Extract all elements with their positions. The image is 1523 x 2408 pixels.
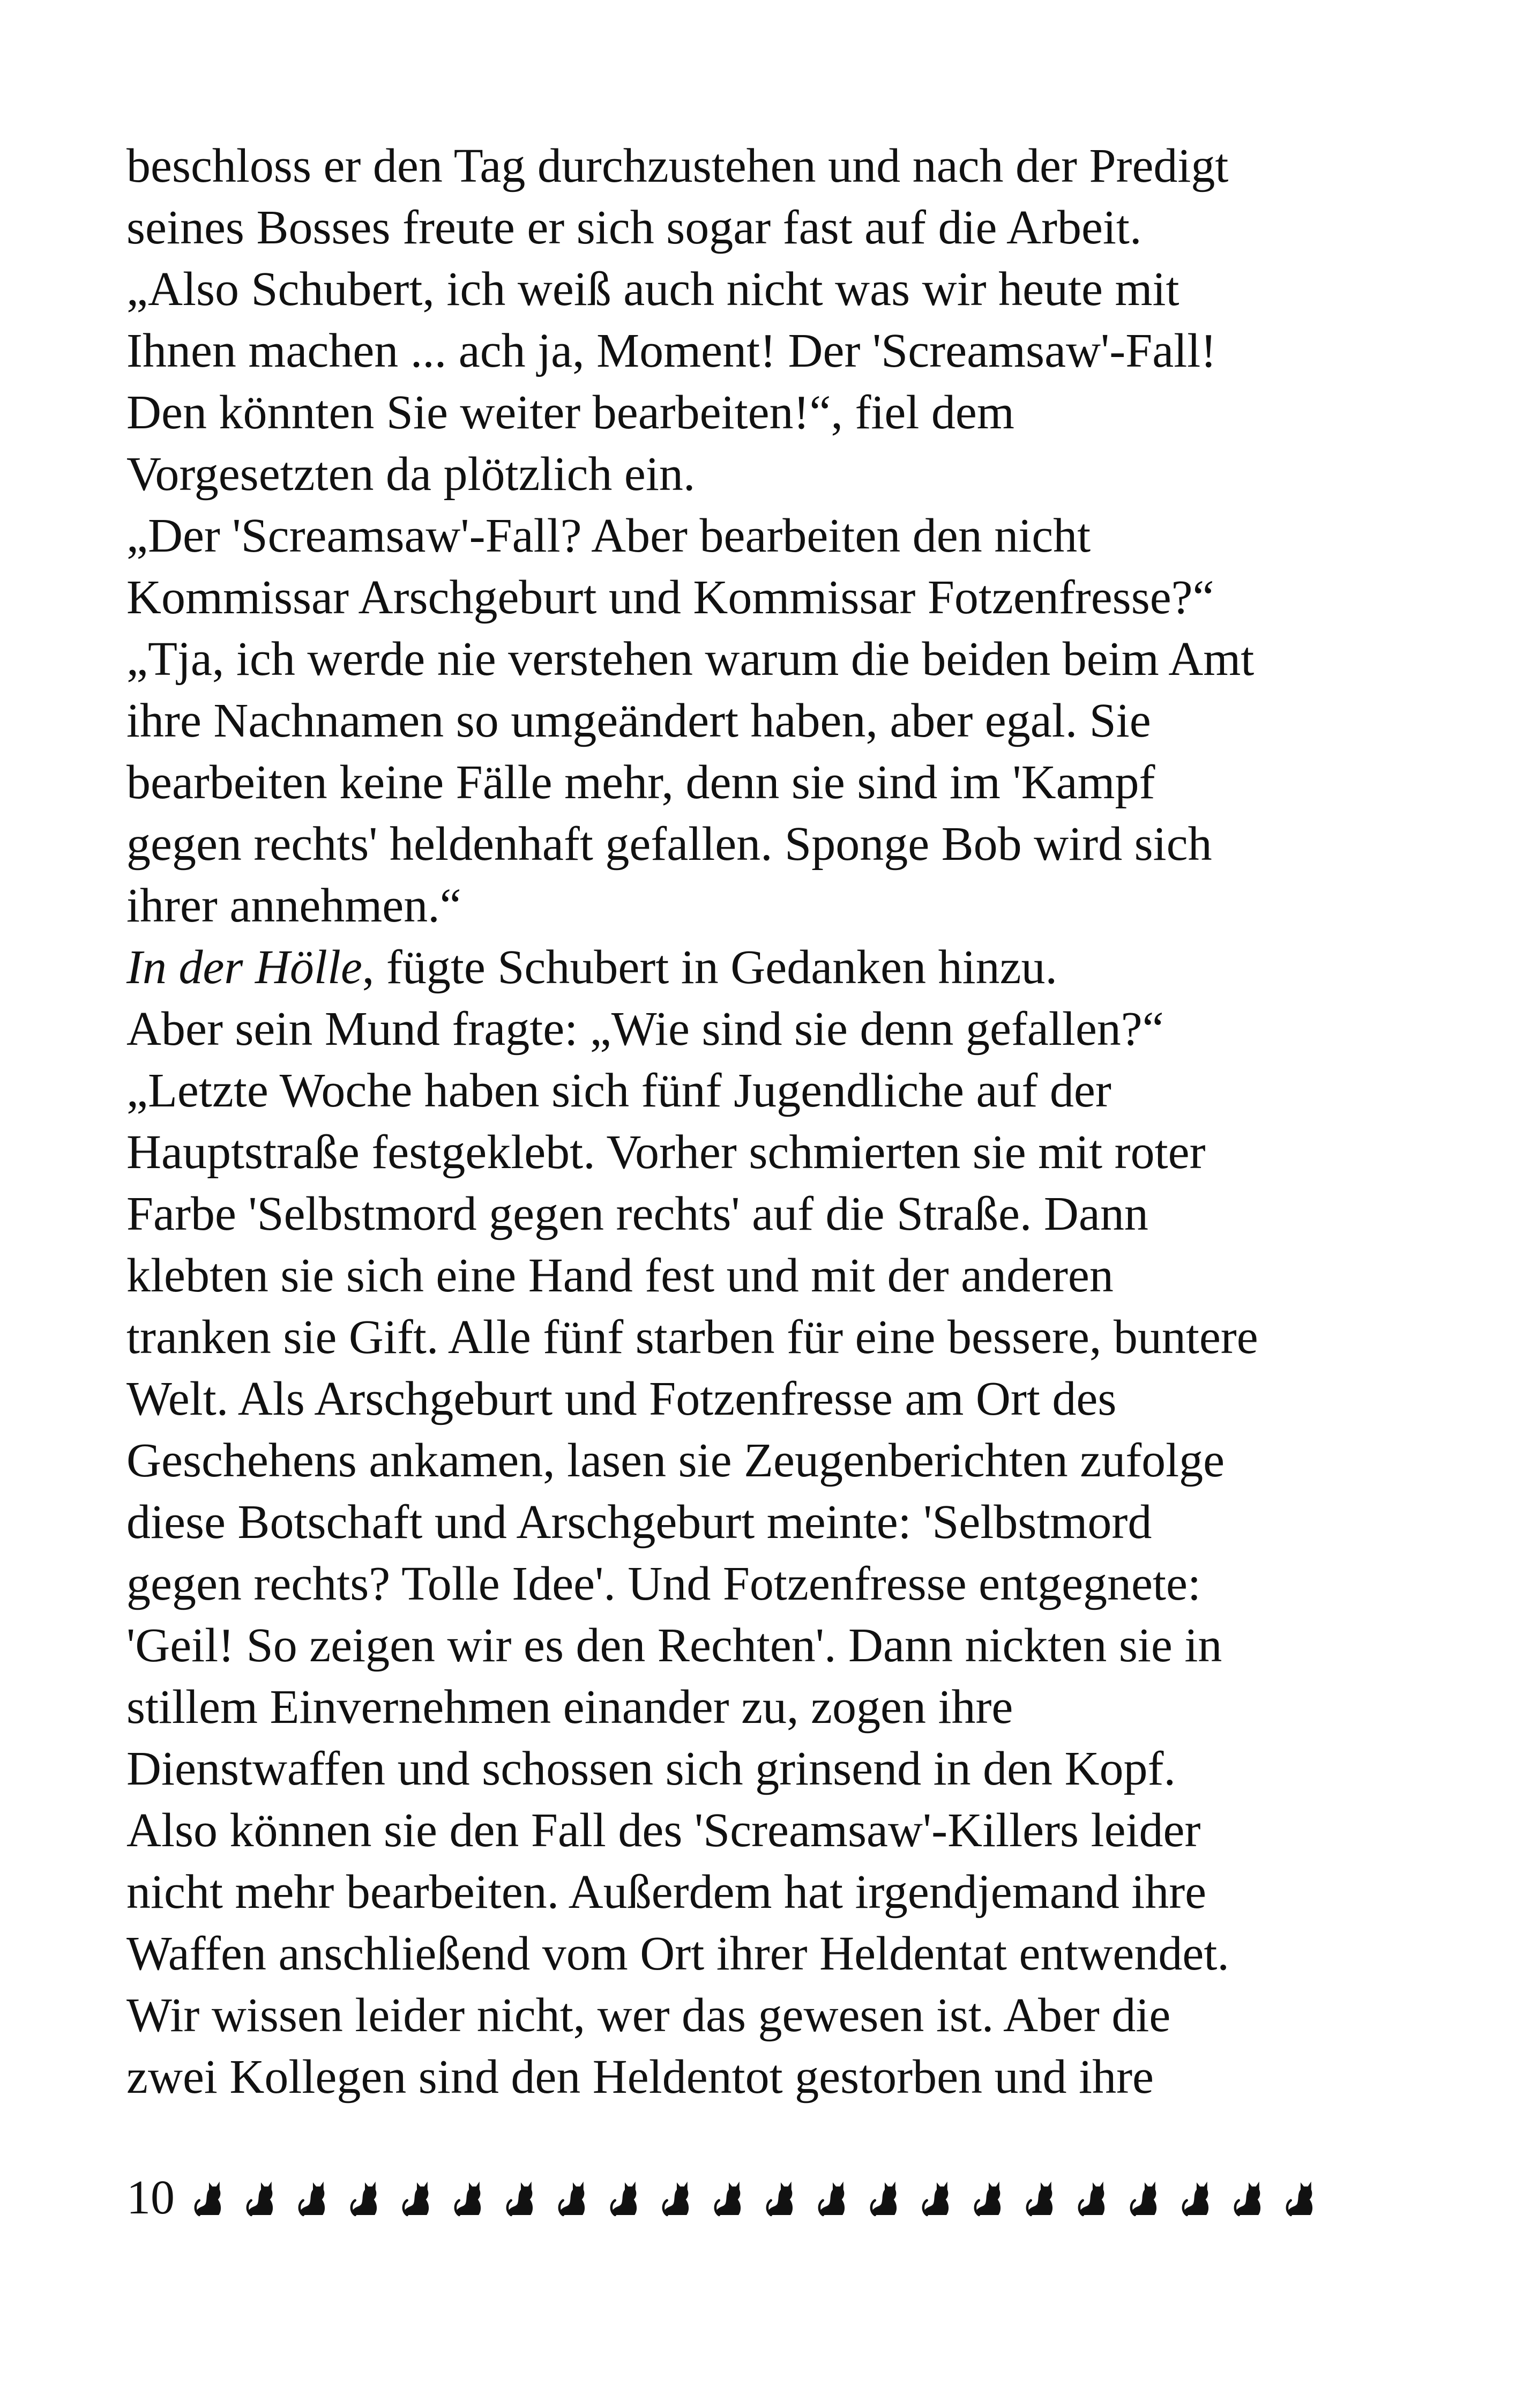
cat-silhouette-icon [246,2179,279,2217]
text-line: Farbe 'Selbstmord gegen rechts' auf die Straße. Dann [126,1187,1148,1240]
cat-silhouette-icon [870,2179,903,2217]
text-line: ihre Nachnamen so umgeändert haben, aber egal. Sie [126,694,1151,747]
text-line: Dienstwaffen und schossen sich grinsend in den Kopf. [126,1742,1176,1795]
text-line: Vorgesetzten da plötzlich ein. [126,448,696,501]
text-line: „Der 'Screamsaw'-Fall? Aber bearbeiten den nicht [126,509,1091,562]
text-line: „Tja, ich werde nie verstehen warum die beiden beim Amt [126,633,1255,686]
cat-silhouette-icon [194,2179,227,2217]
text-line: Kommissar Arschgeburt und Kommissar Fotzenfresse?“ [126,571,1214,624]
cat-silhouette-icon [922,2179,955,2217]
text-line: bearbeiten keine Fälle mehr, denn sie sind im 'Kampf [126,756,1155,809]
text-line: Waffen anschließend vom Ort ihrer Heldentat entwendet. [126,1927,1229,1980]
text-line: Hauptstraße festgeklebt. Vorher schmierten sie mit roter [126,1126,1206,1179]
text-line: Geschehens ankamen, lasen sie Zeugenberichten zufolge [126,1434,1225,1487]
cat-silhouette-icon [454,2179,487,2217]
cat-silhouette-icon [818,2179,851,2217]
text-line: klebten sie sich eine Hand fest und mit der anderen [126,1249,1114,1302]
cat-silhouette-icon [1130,2179,1163,2217]
cat-silhouette-icon [350,2179,383,2217]
text-line: Den könnten Sie weiter bearbeiten!“, fiel dem [126,386,1014,439]
text-line: diese Botschaft und Arschgeburt meinte: 'Selbstmord [126,1496,1152,1549]
text-line [126,937,1423,998]
text-line: Welt. Als Arschgeburt und Fotzenfresse am Ort des [126,1372,1117,1425]
text-line: zwei Kollegen sind den Heldentot gestorben und ihre [126,2050,1154,2104]
page-number: 10 [126,2171,175,2224]
cat-silhouette-icon [1286,2179,1319,2217]
ornament-row [194,2179,1338,2217]
text-line: Ihnen machen ... ach ja, Moment! Der 'Screamsaw'-Fall! [126,324,1217,377]
text-line: Aber sein Mund fragte: „Wie sind sie denn gefallen?“ [126,1002,1164,1056]
body-text [126,135,1423,2108]
text-line: gegen rechts' heldenhaft gefallen. Sponge Bob wird sich [126,817,1212,871]
text-line: tranken sie Gift. Alle fünf starben für eine bessere, buntere [126,1311,1258,1364]
cat-silhouette-icon [298,2179,331,2217]
cat-silhouette-icon [974,2179,1007,2217]
italic-phrase: In der Hölle [126,941,362,994]
text-line-rest: , fügte Schubert in Gedanken hinzu. [362,941,1058,994]
text-line: stillem Einvernehmen einander zu, zogen ihre [126,1681,1013,1734]
text-line: „Letzte Woche haben sich fünf Jugendliche auf der [126,1064,1111,1117]
text-line: beschloss er den Tag durchzustehen und nach der Predigt [126,139,1229,192]
text-line: 'Geil! So zeigen wir es den Rechten'. Dann nickten sie in [126,1619,1222,1672]
cat-silhouette-icon [1078,2179,1111,2217]
text-line: ihrer annehmen.“ [126,879,461,932]
cat-silhouette-icon [558,2179,591,2217]
text-line: nicht mehr bearbeiten. Außerdem hat irgendjemand ihre [126,1866,1207,1919]
text-line: „Also Schubert, ich weiß auch nicht was wir heute mit [126,263,1179,316]
cat-silhouette-icon [402,2179,435,2217]
cat-silhouette-icon [1234,2179,1267,2217]
text-line: Wir wissen leider nicht, wer das gewesen ist. Aber die [126,1989,1171,2042]
cat-silhouette-icon [1026,2179,1059,2217]
text-line: gegen rechts? Tolle Idee'. Und Fotzenfresse entgegnete: [126,1557,1201,1610]
cat-silhouette-icon [662,2179,695,2217]
cat-silhouette-icon [610,2179,643,2217]
cat-silhouette-icon [766,2179,799,2217]
cat-silhouette-icon [1182,2179,1215,2217]
page-footer [126,2166,1338,2230]
cat-silhouette-icon [714,2179,747,2217]
cat-silhouette-icon [506,2179,539,2217]
text-line: seines Bosses freute er sich sogar fast auf die Arbeit. [126,201,1142,254]
text-line: Also können sie den Fall des 'Screamsaw'-Killers leider [126,1804,1201,1857]
